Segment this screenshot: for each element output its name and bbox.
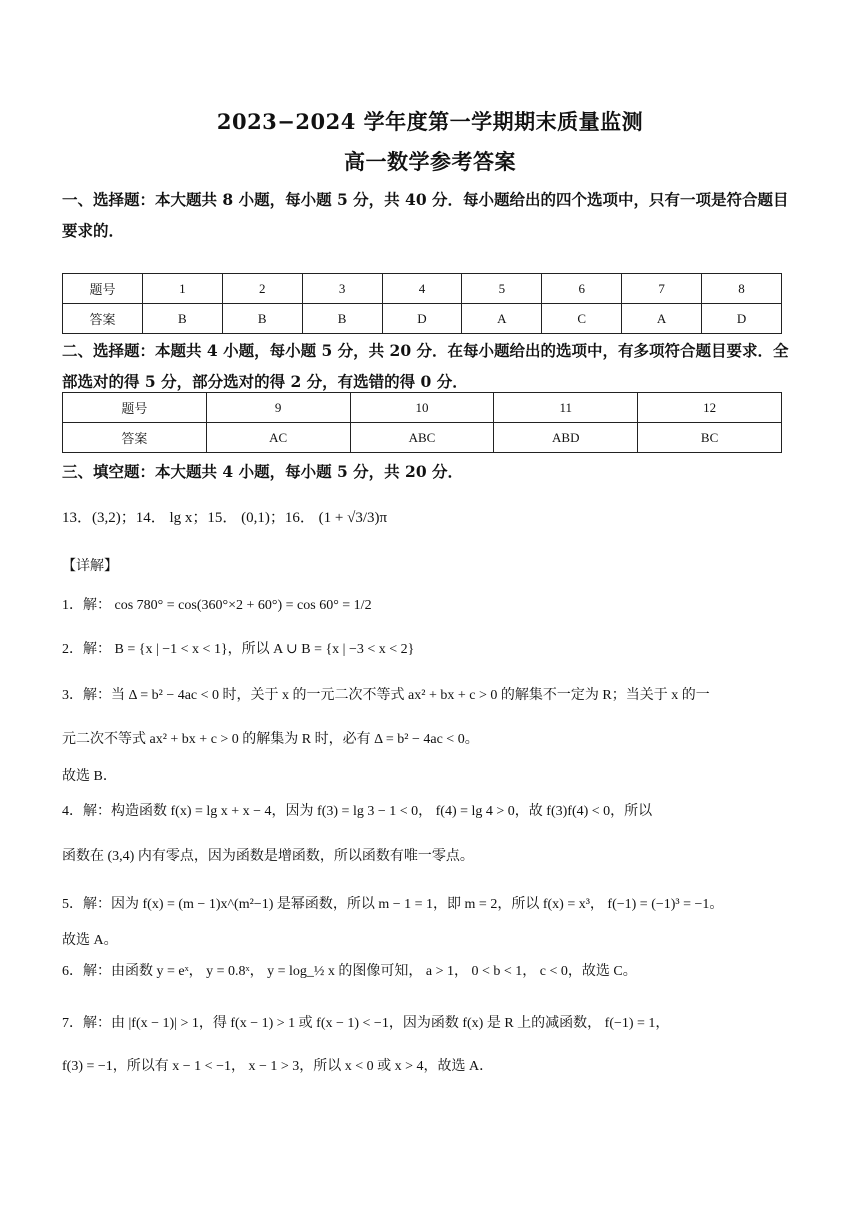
solution-1: 1．解： cos 780° = cos(360°×2 + 60°) = cos 60° = 1/2 — [62, 598, 372, 613]
table-row — [63, 304, 782, 334]
answer-cell: D — [382, 304, 462, 334]
table-row-label: 题号 — [63, 393, 207, 423]
section-1-answer-table — [62, 273, 782, 334]
question-number: 2 — [222, 274, 302, 304]
question-number: 1 — [142, 274, 222, 304]
answer-cell: A — [622, 304, 702, 334]
table-row — [63, 393, 782, 423]
solution-3-line-1: 3．解：当 Δ = b² − 4ac < 0 时，关于 x 的一元二次不等式 ax² + bx + c > 0 的解集不一定为 R；当关于 x 的一 — [62, 688, 710, 703]
document-subtitle: 高一数学参考答案 — [344, 149, 516, 174]
solution-4-line-1: 4．解：构造函数 f(x) = lg x + x − 4，因为 f(3) = lg 3 − 1 < 0， f(4) = lg 4 > 0，故 f(3)f(4) < 0，所以 — [62, 804, 653, 819]
detail-label: 【详解】 — [62, 559, 118, 574]
question-number: 6 — [542, 274, 622, 304]
answer-cell: B — [142, 304, 222, 334]
solution-3-conclusion: 故选 B． — [62, 769, 117, 784]
solution-4-line-2: 函数在 (3,4) 内有零点，因为函数是增函数，所以函数有唯一零点。 — [62, 849, 474, 864]
answer-cell: BC — [638, 423, 782, 453]
question-number: 12 — [638, 393, 782, 423]
solution-2: 2．解： B = {x | −1 < x < 1}，所以 A ∪ B = {x | −3 < x < 2} — [62, 642, 415, 657]
answer-cell: A — [462, 304, 542, 334]
table-row — [63, 274, 782, 304]
solution-3-line-2: 元二次不等式 ax² + bx + c > 0 的解集为 R 时，必有 Δ = b² − 4ac < 0。 — [62, 732, 479, 747]
question-number: 10 — [350, 393, 494, 423]
question-number: 9 — [206, 393, 350, 423]
question-number: 8 — [702, 274, 782, 304]
solution-7-line-1: 7．解：由 |f(x − 1)| > 1，得 f(x − 1) > 1 或 f(x − 1) < −1，因为函数 f(x) 是 R 上的减函数， f(−1) = 1， — [62, 1016, 670, 1031]
answer-cell: AC — [206, 423, 350, 453]
answer-cell: C — [542, 304, 622, 334]
question-number: 3 — [302, 274, 382, 304]
fill-in-answers: 13．(3,2)；14． lg x；15． (0,1)；16． (1 + √3/3)π — [62, 510, 388, 526]
solution-6: 6．解：由函数 y = eˣ， y = 0.8ˣ， y = log_½ x 的图像可知， a > 1， 0 < b < 1， c < 0，故选 C。 — [62, 964, 637, 979]
solution-7-line-2: f(3) = −1，所以有 x − 1 < −1， x − 1 > 3，所以 x < 0 或 x > 4，故选 A． — [62, 1059, 494, 1074]
answer-cell: ABD — [494, 423, 638, 453]
question-number: 7 — [622, 274, 702, 304]
solution-5-conclusion: 故选 A。 — [62, 933, 118, 948]
question-number: 5 — [462, 274, 542, 304]
question-number: 11 — [494, 393, 638, 423]
table-row-label: 答案 — [63, 304, 143, 334]
answer-cell: B — [302, 304, 382, 334]
table-row-label: 答案 — [63, 423, 207, 453]
table-row — [63, 423, 782, 453]
section-3-heading: 三、填空题：本大题共 4 小题，每小题 5 分，共 20 分． — [62, 462, 464, 481]
table-row-label: 题号 — [63, 274, 143, 304]
section-1-heading: 一、选择题：本大题共 8 小题，每小题 5 分，共 40 分．每小题给出的四个选项中，只有一项是符合题目要求的． — [62, 190, 789, 240]
answer-cell: D — [702, 304, 782, 334]
document-title: 2023−2024 学年度第一学期期末质量监测 — [216, 109, 644, 134]
answer-cell: ABC — [350, 423, 494, 453]
section-2-answer-table — [62, 392, 782, 453]
solution-5-line-1: 5．解：因为 f(x) = (m − 1)x^(m²−1) 是幂函数，所以 m − 1 = 1，即 m = 2，所以 f(x) = x³， f(−1) = (−1)³ = −1。 — [62, 897, 724, 912]
answer-cell: B — [222, 304, 302, 334]
question-number: 4 — [382, 274, 462, 304]
section-2-heading: 二、选择题：本题共 4 小题，每小题 5 分，共 20 分．在每小题给出的选项中，有多项符合题目要求．全部选对的得 5 分，部分选对的得 2 分，有选错的得 0 分． — [62, 341, 789, 391]
